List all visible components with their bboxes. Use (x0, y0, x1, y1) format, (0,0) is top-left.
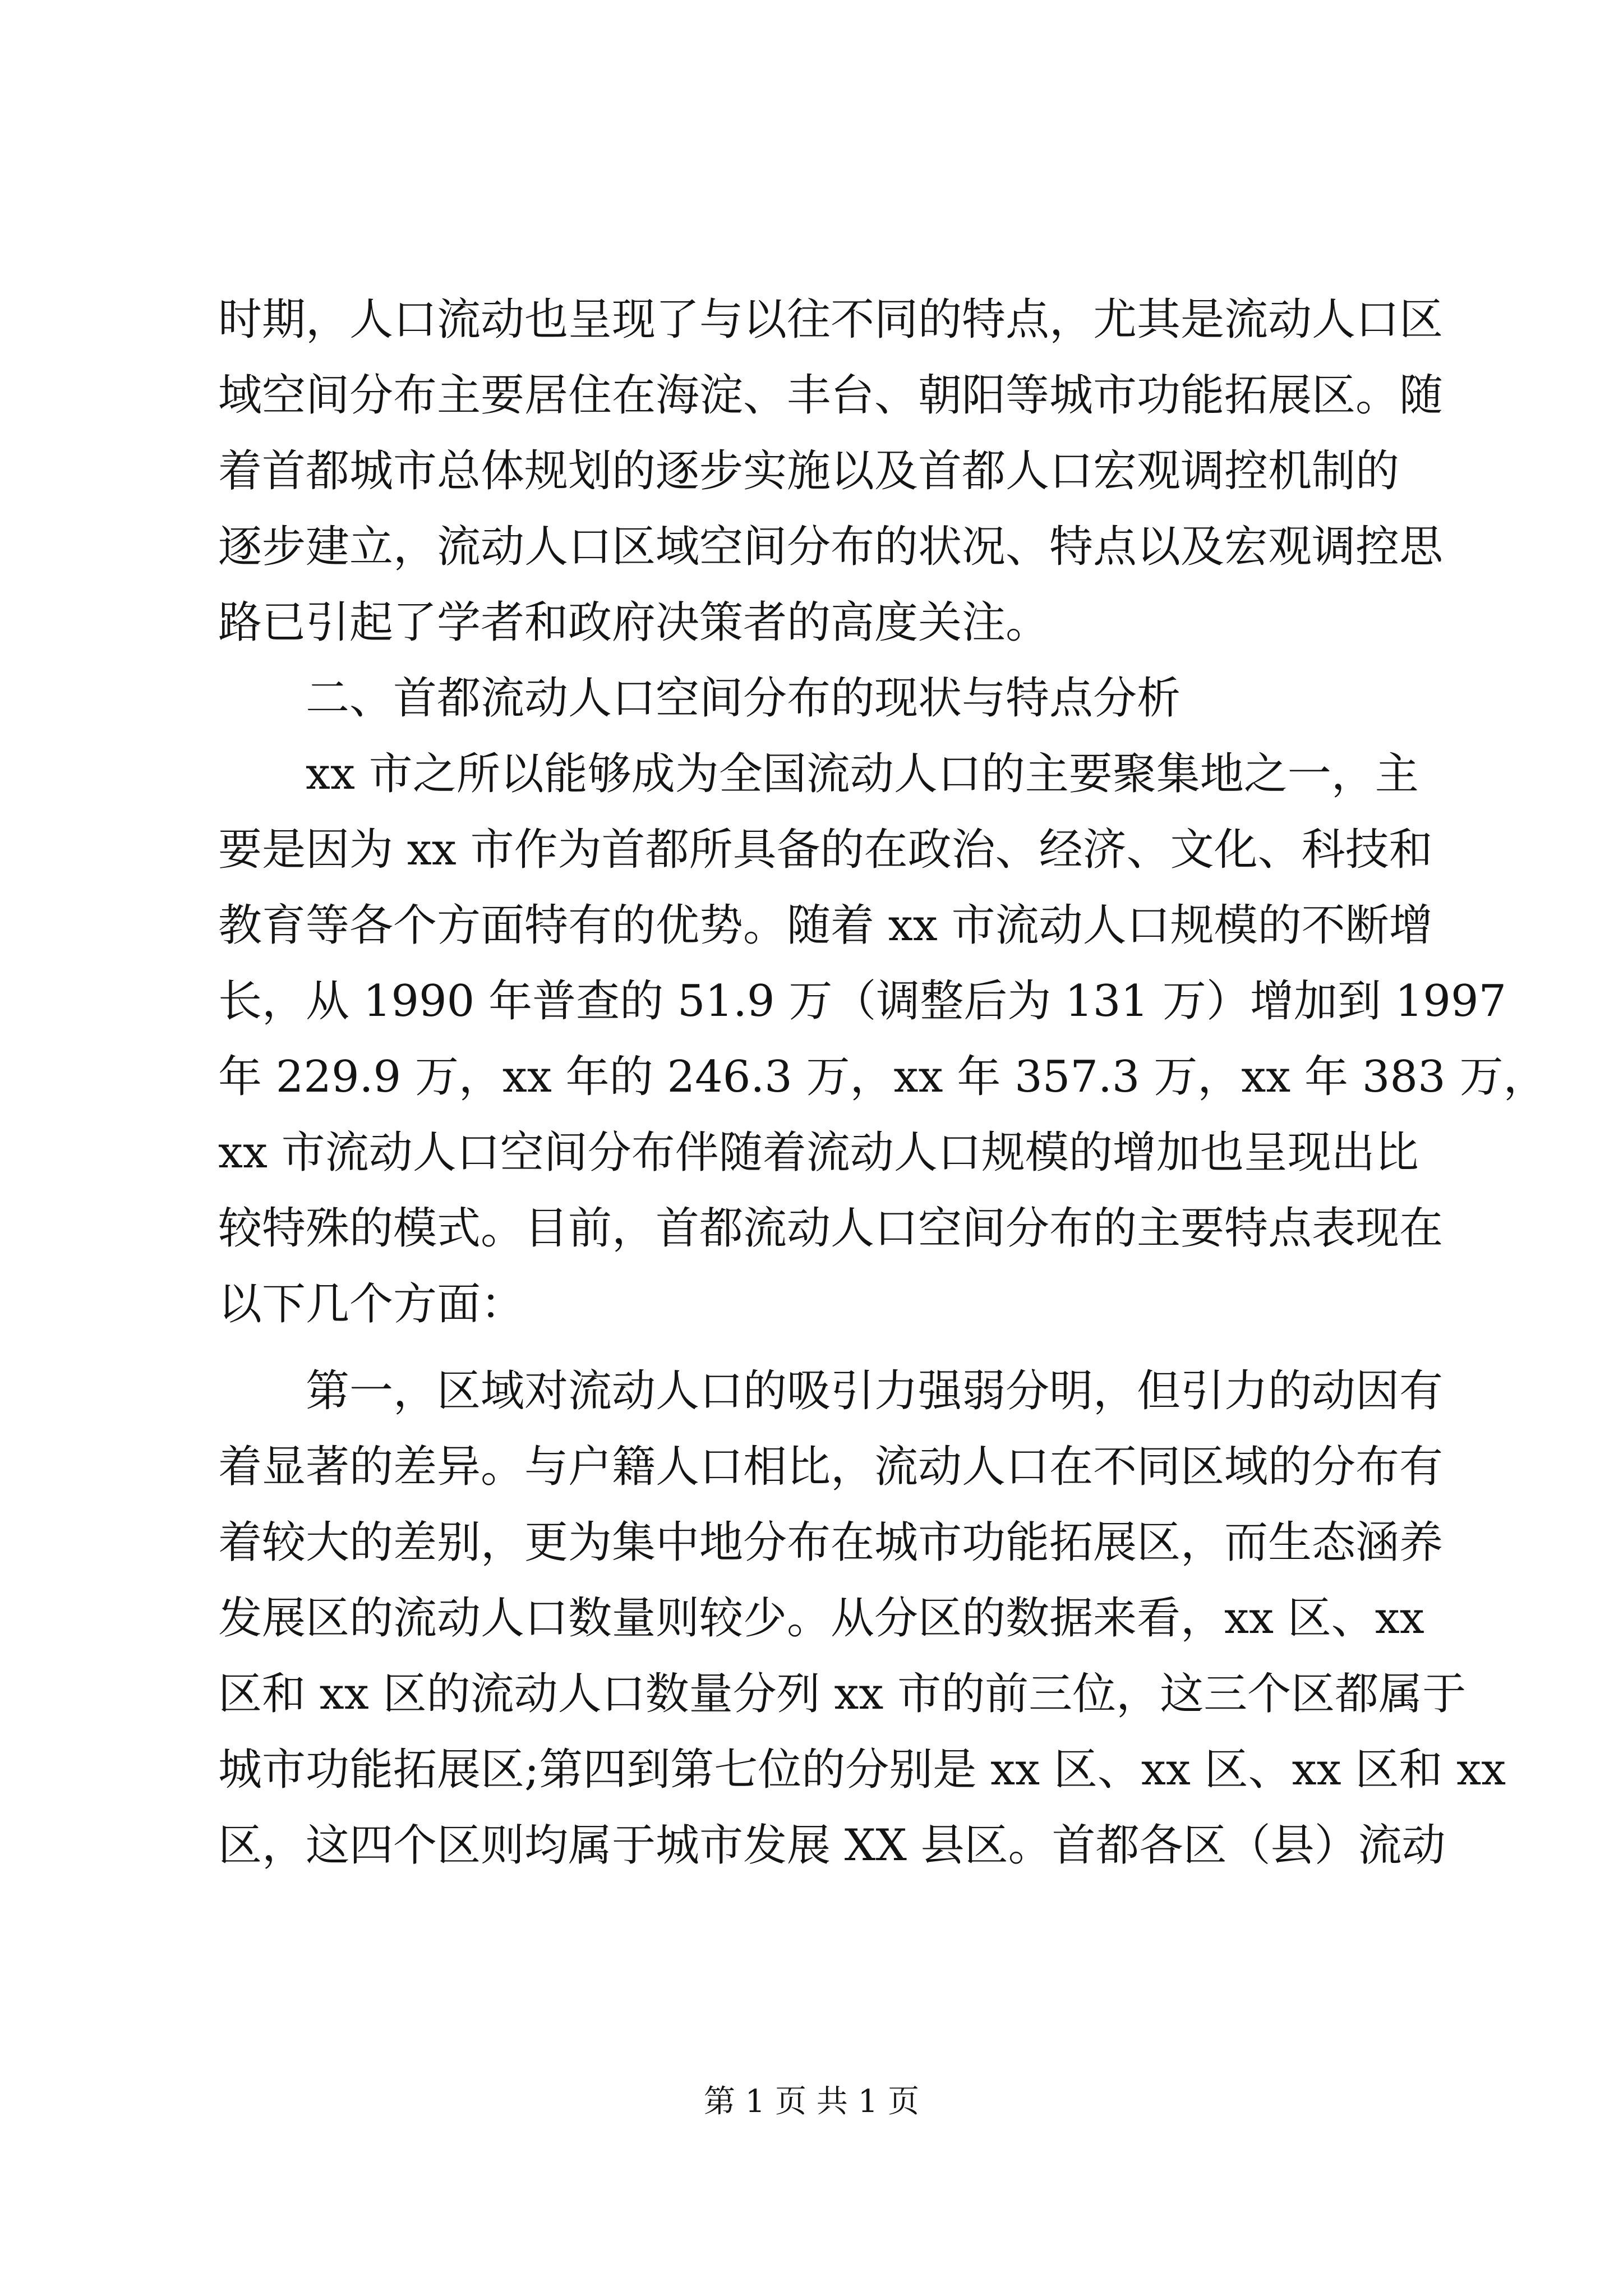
text-line: 时期，人口流动也呈现了与以往不同的特点，尤其是流动人口区 (218, 295, 1444, 345)
text-line: 要是因为 xx 市作为首都所具备的在政治、经济、文化、科技和 (218, 825, 1433, 875)
text-line: 以下几个方面： (218, 1279, 525, 1329)
text-line: 路已引起了学者和政府决策者的高度关注。 (218, 597, 1050, 648)
text-line: 年 229.9 万，xx 年的 246.3 万，xx 年 357.3 万，xx 年 383 万， (218, 1052, 1547, 1102)
text-line: 城市功能拓展区;第四到第七位的分别是 xx 区、xx 区、xx 区和 xx (218, 1745, 1506, 1795)
text-line: 发展区的流动人口数量则较少。从分区的数据来看，xx 区、xx (218, 1593, 1424, 1644)
text-line: 第一，区域对流动人口的吸引力强弱分明，但引力的动因有 (306, 1366, 1444, 1416)
page-footer: 第 1 页 共 1 页 (703, 2083, 920, 2120)
text-line: 域空间分布主要居住在海淀、丰台、朝阳等城市功能拓展区。随 (218, 370, 1444, 421)
text-line: 长，从 1990 年普查的 51.9 万（调整后为 131 万）增加到 1997 (218, 976, 1507, 1027)
text-line: 着首都城市总体规划的逐步实施以及首都人口宏观调控机制的 (218, 446, 1400, 496)
text-line: xx 市流动人口空间分布伴随着流动人口规模的增加也呈现出比 (218, 1128, 1419, 1178)
text-line: xx 市之所以能够成为全国流动人口的主要聚集地之一，主 (306, 749, 1419, 799)
text-line: 着显著的差异。与户籍人口相比，流动人口在不同区域的分布有 (218, 1442, 1444, 1492)
text-line: 区和 xx 区的流动人口数量分列 xx 市的前三位，这三个区都属于 (218, 1669, 1467, 1719)
text-line: 教育等各个方面特有的优势。随着 xx 市流动人口规模的不断增 (218, 900, 1433, 951)
text-line: 较特殊的模式。目前，首都流动人口空间分布的主要特点表现在 (218, 1203, 1444, 1254)
text-line: 着较大的差别，更为集中地分布在城市功能拓展区，而生态涵养 (218, 1517, 1444, 1568)
text-line: 区，这四个区则均属于城市发展 XX 县区。首都各区（县）流动 (218, 1820, 1446, 1871)
text-line: 逐步建立，流动人口区域空间分布的状况、特点以及宏观调控思 (218, 522, 1444, 572)
section-heading: 二、首都流动人口空间分布的现状与特点分析 (306, 673, 1181, 724)
